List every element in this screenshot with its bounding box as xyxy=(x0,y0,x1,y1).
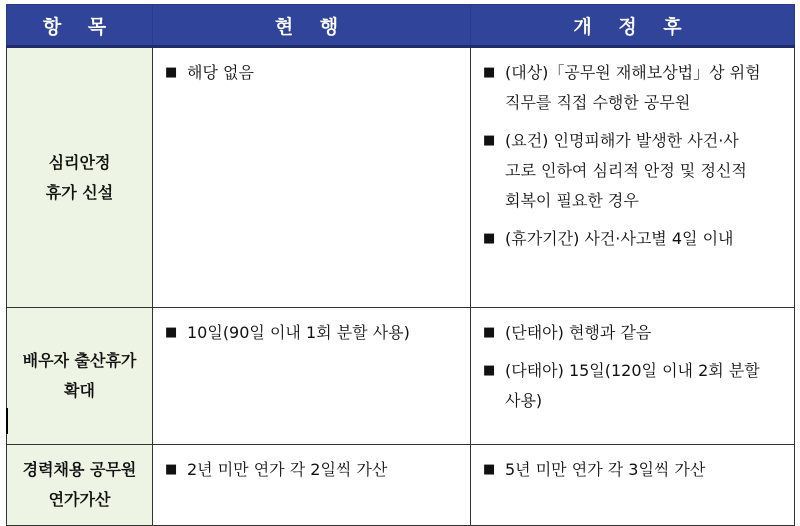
row-title xyxy=(7,47,153,308)
list-item xyxy=(483,224,786,254)
header-revised: 개 정 후 xyxy=(471,5,795,47)
bullet-icon: ■ xyxy=(165,462,178,477)
item-line: 직무를 직접 수행한 공무원 xyxy=(505,93,691,112)
row-title xyxy=(7,445,153,526)
item-line: 사용) xyxy=(505,391,543,410)
bullet-icon: ■ xyxy=(165,65,178,80)
item-line: (대상)「공무원 재해보상법」상 위험 xyxy=(505,63,761,82)
margin-mark xyxy=(6,408,8,434)
current-cell xyxy=(153,308,471,445)
table-row xyxy=(7,308,795,445)
list-item xyxy=(483,126,786,216)
bullet-icon: ■ xyxy=(483,363,496,378)
current-cell xyxy=(153,445,471,526)
item-line: 회복이 필요한 경우 xyxy=(505,191,639,210)
list-item xyxy=(483,356,786,416)
revised-cell xyxy=(471,47,795,308)
item-line: 10일(90일 이내 1회 분할 사용) xyxy=(187,323,410,342)
item-line: (다태아) 15일(120일 이내 2회 분할 xyxy=(505,361,760,380)
comparison-table xyxy=(6,4,795,526)
bullet-icon: ■ xyxy=(483,325,496,340)
row-title-line: 확대 xyxy=(64,381,95,400)
header-current: 현 행 xyxy=(153,5,471,47)
table-row xyxy=(7,445,795,526)
bullet-icon: ■ xyxy=(483,231,496,246)
revised-cell xyxy=(471,445,795,526)
row-title-line: 연가가산 xyxy=(48,490,111,509)
row-title-line: 휴가 신설 xyxy=(45,182,114,202)
current-cell xyxy=(153,47,471,308)
item-line: (단태아) 현행과 같음 xyxy=(505,323,652,342)
bullet-icon: ■ xyxy=(165,325,178,340)
header-item: 항 목 xyxy=(7,5,153,47)
header-row xyxy=(7,5,795,47)
row-title-line: 경력채용 공무원 xyxy=(22,460,137,479)
item-line: 5년 미만 연가 각 3일씩 가산 xyxy=(505,460,706,479)
row-title xyxy=(7,308,153,445)
item-line: 2년 미만 연가 각 2일씩 가산 xyxy=(187,460,388,479)
list-item xyxy=(165,318,462,348)
item-line: 해당 없음 xyxy=(187,63,254,82)
item-line: (휴가기간) 사건·사고별 4일 이내 xyxy=(505,229,734,248)
bullet-icon: ■ xyxy=(483,462,496,477)
table-row xyxy=(7,47,795,308)
list-item xyxy=(483,318,786,348)
list-item xyxy=(165,455,462,485)
bullet-icon: ■ xyxy=(483,65,496,80)
revised-cell xyxy=(471,308,795,445)
bullet-icon: ■ xyxy=(483,133,496,148)
list-item xyxy=(165,58,462,88)
item-line: (요건) 인명피해가 발생한 사건·사 xyxy=(505,131,739,150)
row-title-line: 심리안정 xyxy=(48,152,111,172)
item-line: 고로 인하여 심리적 안정 및 정신적 xyxy=(505,161,747,180)
list-item xyxy=(483,455,786,485)
list-item xyxy=(483,58,786,118)
row-title-line: 배우자 출산휴가 xyxy=(22,351,137,370)
